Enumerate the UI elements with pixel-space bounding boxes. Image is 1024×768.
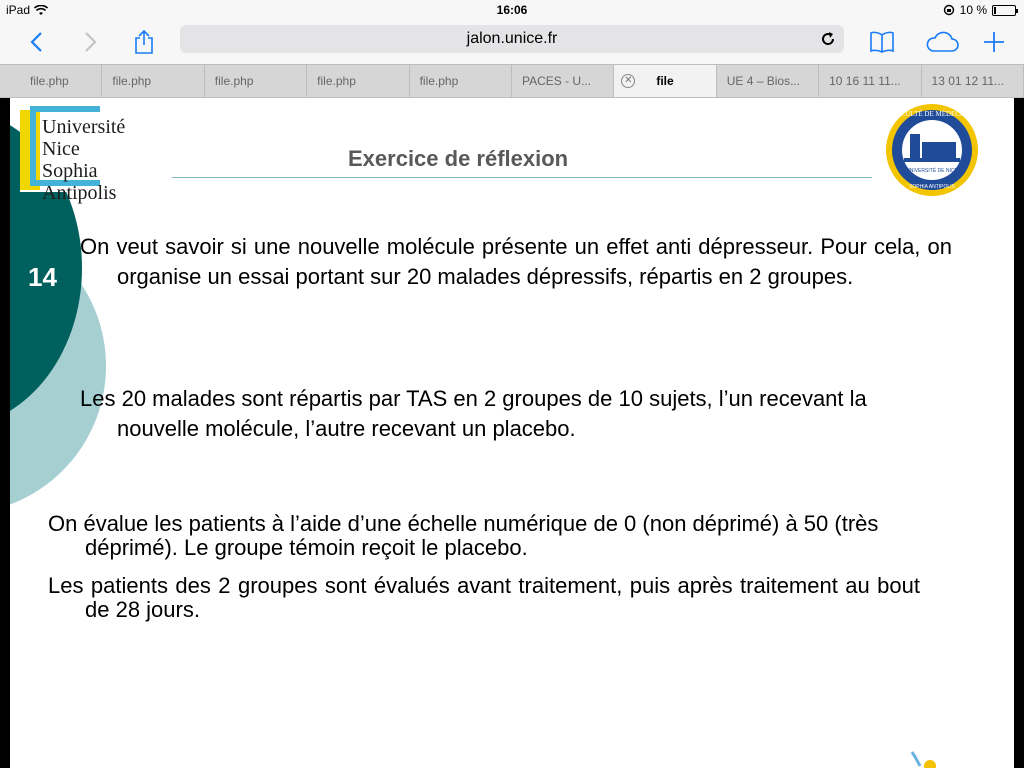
svg-text:FACULTÉ DE MÉDECINE: FACULTÉ DE MÉDECINE — [892, 110, 972, 118]
faculty-seal-logo — [874, 102, 990, 198]
tab-file-active[interactable]: ✕ file — [614, 65, 716, 97]
university-logo: Université Nice Sophia Antipolis — [20, 102, 170, 192]
tab-bar — [0, 64, 1024, 98]
tab-10-16-11[interactable]: 10 16 11 11... — [819, 65, 921, 97]
address-bar[interactable] — [180, 25, 844, 53]
reload-icon[interactable] — [818, 29, 838, 49]
clock: 16:06 — [496, 3, 528, 17]
tab-file-php-3[interactable]: file.php — [205, 65, 307, 97]
icloud-tabs-icon[interactable] — [922, 26, 962, 58]
slide-title: Exercice de réflexion — [348, 146, 569, 171]
paragraph-1: On veut savoir si une nouvelle molécule présente un effet anti dépresseur. Pour cela, on organise un essai portant sur 20 malades dépressifs, répartis en 2 groupes. — [80, 234, 952, 289]
tab-file-php-5[interactable]: file.php — [410, 65, 512, 97]
bookmarks-icon[interactable] — [866, 26, 898, 58]
tab-file-php-2[interactable]: file.php — [102, 65, 204, 97]
tab-close-icon[interactable]: ✕ — [621, 74, 635, 88]
paragraph-4: Les patients des 2 groupes sont évalués avant traitement, puis après traitement au bout de 28 jours. — [48, 573, 920, 622]
rotation-lock-icon — [943, 4, 955, 16]
device-name: iPad — [6, 3, 31, 17]
tab-file-php-4[interactable]: file.php — [307, 65, 409, 97]
sun-icon — [902, 748, 942, 768]
paragraph-2: Les 20 malades sont répartis par TAS en 2 groupes de 10 sujets, l’un recevant la nouvelle molécule, l’autre recevant un placebo. — [80, 386, 867, 441]
tab-file-php-1[interactable]: file.php — [0, 65, 102, 97]
battery-icon — [992, 5, 1016, 16]
slide-number: 14 — [28, 262, 57, 292]
title-underline — [172, 177, 872, 178]
slide-page — [10, 98, 1014, 768]
url-text: jalon.unice.fr — [466, 30, 558, 47]
battery-percent: 10 % — [959, 3, 987, 17]
tab-ue4[interactable]: UE 4 – Bios... — [717, 65, 819, 97]
new-tab-icon[interactable] — [978, 26, 1010, 58]
forward-icon[interactable] — [75, 26, 107, 58]
share-icon[interactable] — [128, 26, 160, 58]
svg-text:UNIVERSITÉ DE NICE: UNIVERSITÉ DE NICE — [906, 168, 958, 174]
status-bar — [0, 0, 1024, 20]
paragraph-3: On évalue les patients à l’aide d’une échelle numérique de 0 (non déprimé) à 50 (très déprimé). Le groupe témoin reçoit le placebo. — [48, 511, 879, 560]
back-icon[interactable] — [20, 26, 52, 58]
svg-text:SOPHIA ANTIPOLIS: SOPHIA ANTIPOLIS — [909, 184, 955, 190]
tab-paces[interactable]: PACES - U... — [512, 65, 614, 97]
browser-toolbar — [0, 20, 1024, 64]
tab-13-01-12[interactable]: 13 01 12 11... — [922, 65, 1024, 97]
